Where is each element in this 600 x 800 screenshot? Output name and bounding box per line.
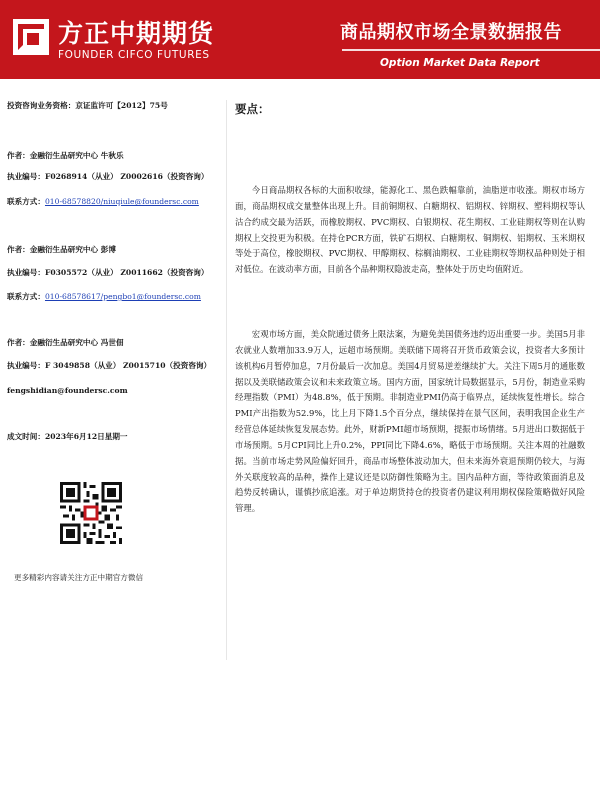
analyst-2-contact (7, 291, 201, 302)
reg-label: 执业编号： (7, 268, 45, 277)
contact-email-link[interactable]: 010-68578820/niuqiule@foundersc.com (44, 197, 199, 206)
reg-value: F0305572（从业） Z0011662（投资咨询） (44, 268, 209, 277)
qr-code-icon[interactable] (60, 482, 122, 544)
company-logo-icon (12, 18, 50, 56)
summary-paragraph-options: 今日商品期权各标的大面积收绿，能源化工、黑色跌幅靠前，油脂逆市收涨。期权市场方面，商品期权成交量整体出现上升。目前铜期权、白糖期权、铝期权、锌期权、塑料期权等认沽合约成交最为活跃，而橡胶期权、PVC期权、白银期权、花生期权、工业硅期权等则在认购期权上交投更为积极。在持仓PCR方面，铁矿石期权、白糖期权、铜期权、铝期权、玉米期权等处于高位，橡胶期权、PVC期权、甲醇期权、棕榈油期权、工业硅期权等期权品种则处于相对低位。在波动率方面，目前各个品种期权隐波走高，整体处于历史均值附近。 (235, 185, 585, 275)
analyst-1-contact (7, 196, 199, 207)
qr-caption: 更多精彩内容请关注方正中期官方微信 (14, 573, 144, 582)
contact-label: 联系方式： (7, 197, 45, 206)
key-points-heading: 要点： (235, 102, 270, 116)
analyst-3-reg (7, 360, 211, 371)
analyst-2-author: 作者：金融衍生品研究中心 彭博 (7, 245, 116, 254)
contact-label: 联系方式： (7, 292, 45, 301)
license-info: 投资咨询业务资格：京证监许可【2012】75号 (7, 101, 168, 110)
report-subtitle: Option Market Data Report (380, 57, 540, 69)
company-name-en: FOUNDER CIFCO FUTURES (58, 49, 210, 61)
report-title: 商品期权市场全景数据报告 (340, 22, 562, 43)
column-divider (226, 100, 227, 660)
analyst-3-author: 作者：金融衍生品研究中心 冯世佃 (7, 338, 124, 347)
header-banner (0, 0, 600, 79)
reg-label: 执业编号： (7, 172, 45, 181)
company-name-cn: 方正中期期货 (58, 19, 215, 48)
reg-label: 执业编号： (7, 361, 45, 370)
analyst-1-reg (7, 171, 208, 182)
summary-paragraph-macro: 宏观市场方面，美众院通过债务上限法案，为避免美国债务违约迈出重要一步。美国5月非农就业人数增加33.9万人，远超市场预期。美联储下周将召开货币政策会议，投资者大多预计该机构6月暂停加息，7月份最后一次加息。美国4月贸易逆差继续扩大。关注下周5月的通胀数据以及美联储政策会议和未来政策立场。国内方面，国家统计局数据显示，5月份，制造业采购经理指数（PMI）为48.8%，低于预期。非制造业PMI仍高于临界点，延续恢复性增长。综合PMI产出指数为52.9%，比上月下降1.5个百分点，继续保持在景气区间，表明我国企业生产经营总体延续恢复发展态势。此外，财新PMI超市场预期，提振市场情绪。5月进出口数据低于市场预期。5月CPI同比上升0.2%，PPI同比下降4.6%，略低于市场预期。关注本周的社融数据。当前市场走势风险偏好回升，商品市场整体波动加大，但未来海外衰退预期仍较大，与海外关联度较高的品种，操作上建议还是以防御性策略为主。国内品种方面，等待政策面消息及趋势反转确认，谨慎抄底追涨。对于单边期货持仓的投资者仍建议利用期权保险策略做好风险管理。 (235, 329, 585, 514)
analyst-1-author: 作者：金融衍生品研究中心 牛秋乐 (7, 151, 124, 160)
analyst-2-reg (7, 267, 208, 278)
header-divider (342, 49, 600, 51)
reg-value: F 3049858（从业） Z0015710（投资咨询） (44, 361, 212, 370)
publish-date: 成文时间：2023年6月12日星期一 (7, 432, 128, 441)
analyst-3-contact: fengshidian@foundersc.com (7, 386, 128, 395)
contact-email-link[interactable]: 010-68578617/pengbo1@foundersc.com (44, 292, 201, 301)
reg-value: F0268914（从业） Z0002616（投资咨询） (44, 172, 209, 181)
